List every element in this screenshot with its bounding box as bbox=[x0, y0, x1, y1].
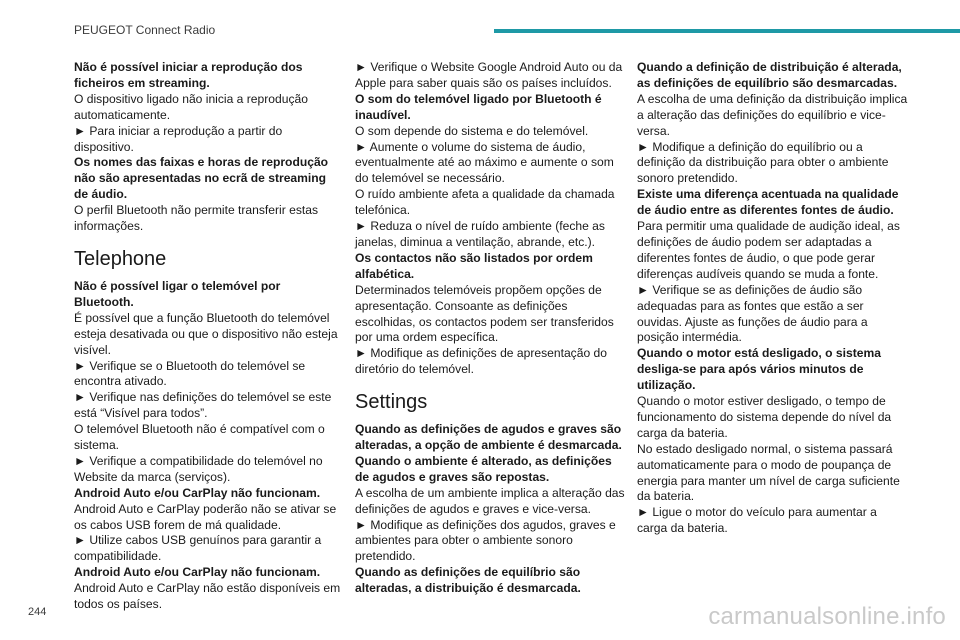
paragraph: O ruído ambiente afeta a qualidade da chamada telefónica. bbox=[355, 187, 615, 218]
paragraph: Android Auto e CarPlay poderão não se ativar se os cabos USB forem de má qualidade. bbox=[74, 501, 337, 532]
paragraph: ► Verifique a compatibilidade do telemóvel no Website da marca (serviços). bbox=[74, 453, 323, 484]
problem-heading: Existe uma diferença acentuada na qualidade de áudio entre as diferentes fontes de áudio. bbox=[637, 187, 899, 218]
problem-heading: O som do telemóvel ligado por Bluetooth é inaudível. bbox=[355, 91, 602, 122]
problem-heading: Não é possível ligar o telemóvel por Bluetooth. bbox=[74, 278, 281, 309]
paragraph: Android Auto e CarPlay não estão disponíveis em todos os países. bbox=[74, 581, 341, 612]
paragraph: ► Verifique se o Bluetooth do telemóvel se encontra ativado. bbox=[74, 358, 306, 389]
problem-heading: Os contactos não são listados por ordem alfabética. bbox=[355, 250, 593, 281]
problem-heading: Quando as definições de agudos e graves são alteradas, a opção de ambiente é desmarcada. bbox=[355, 422, 622, 453]
paragraph: O perfil Bluetooth não permite transferir estas informações. bbox=[74, 203, 319, 234]
paragraph: ► Verifique o Website Google Android Auto ou da Apple para saber quais são os países incluídos. bbox=[355, 60, 623, 90]
problem-heading: Android Auto e/ou CarPlay não funcionam. bbox=[74, 485, 321, 500]
watermark: carmanualsonline.info bbox=[708, 603, 946, 630]
problem-heading: Quando a definição de distribuição é alterada, as definições de equilíbrio são desmarcadas. bbox=[637, 60, 902, 90]
problem-heading: Android Auto e/ou CarPlay não funcionam. bbox=[74, 565, 321, 580]
column-3 bbox=[637, 60, 909, 537]
paragraph: ► Verifique nas definições do telemóvel se este está “Visível para todos”. bbox=[74, 390, 332, 421]
paragraph: O dispositivo ligado não inicia a reprodução automaticamente. bbox=[74, 91, 308, 122]
paragraph: O som depende do sistema e do telemóvel. bbox=[355, 123, 589, 138]
problem-heading: Não é possível iniciar a reprodução dos ficheiros em streaming. bbox=[74, 60, 303, 90]
header-accent-bar bbox=[494, 29, 960, 33]
paragraph: A escolha de uma definição da distribuição implica a alteração das definições do equilíbrio e vice-versa. bbox=[637, 91, 908, 138]
paragraph: O telemóvel Bluetooth não é compatível com o sistema. bbox=[74, 422, 325, 453]
problem-heading: Quando o motor está desligado, o sistema desliga-se para após vários minutos de utilização. bbox=[637, 346, 881, 393]
paragraph: ► Ligue o motor do veículo para aumentar a carga da bateria. bbox=[637, 505, 877, 536]
section-heading: Settings bbox=[355, 391, 428, 414]
paragraph: ► Verifique se as definições de áudio são adequadas para as fontes que estão a ser ouvidas. Ajuste as funções de áudio para a posição intermédia. bbox=[637, 282, 868, 345]
paragraph: ► Aumente o volume do sistema de áudio, eventualmente até ao máximo e aumente o som do telemóvel se necessário. bbox=[355, 139, 614, 186]
paragraph: ► Para iniciar a reprodução a partir do dispositivo. bbox=[74, 123, 283, 154]
problem-heading: Quando as definições de equilíbrio são alteradas, a distribuição é desmarcada. bbox=[355, 565, 581, 596]
problem-heading: Os nomes das faixas e horas de reprodução não são apresentadas no ecrã de streaming de áudio. bbox=[74, 155, 329, 202]
column-1 bbox=[74, 60, 342, 613]
header-title: PEUGEOT Connect Radio bbox=[74, 23, 216, 37]
paragraph: Para permitir uma qualidade de audição ideal, as definições de áudio podem ser adaptadas a diferentes fontes de áudio, o que pode gerar diferenças audíveis quando se muda a fonte. bbox=[637, 219, 900, 281]
paragraph: Quando o motor estiver desligado, o tempo de funcionamento do sistema depende do nível da carga da bateria. bbox=[637, 394, 892, 440]
page-number: 244 bbox=[28, 606, 47, 618]
section-heading: Telephone bbox=[74, 247, 167, 270]
paragraph: ► Reduza o nível de ruído ambiente (feche as janelas, diminua a ventilação, abrande, etc.). bbox=[355, 219, 605, 249]
paragraph: A escolha de um ambiente implica a alteração das definições de agudos e graves e vice-versa. bbox=[355, 485, 625, 516]
problem-heading: Quando o ambiente é alterado, as definições de agudos e graves são repostas. bbox=[355, 453, 612, 484]
paragraph: Determinados telemóveis propõem opções de apresentação. Consoante as definições escolhidas, os contactos podem ser transferidos por uma ordem específica. bbox=[355, 282, 614, 345]
column-2 bbox=[355, 60, 627, 597]
paragraph: ► Utilize cabos USB genuínos para garantir a compatibilidade. bbox=[74, 533, 322, 564]
paragraph: ► Modifique as definições dos agudos, graves e ambientes para obter o ambiente sonoro pretendido. bbox=[355, 517, 616, 564]
paragraph: É possível que a função Bluetooth do telemóvel esteja desativada ou que o dispositivo não esteja visível. bbox=[74, 310, 338, 357]
paragraph: ► Modifique as definições de apresentação do diretório do telemóvel. bbox=[355, 346, 607, 377]
paragraph: ► Modifique a definição do equilíbrio ou a definição da distribuição para obter o ambiente sonoro pretendido. bbox=[637, 139, 889, 186]
paragraph: No estado desligado normal, o sistema passará automaticamente para o modo de poupança de energia para manter um nível de carga suficiente da bateria. bbox=[637, 441, 900, 504]
